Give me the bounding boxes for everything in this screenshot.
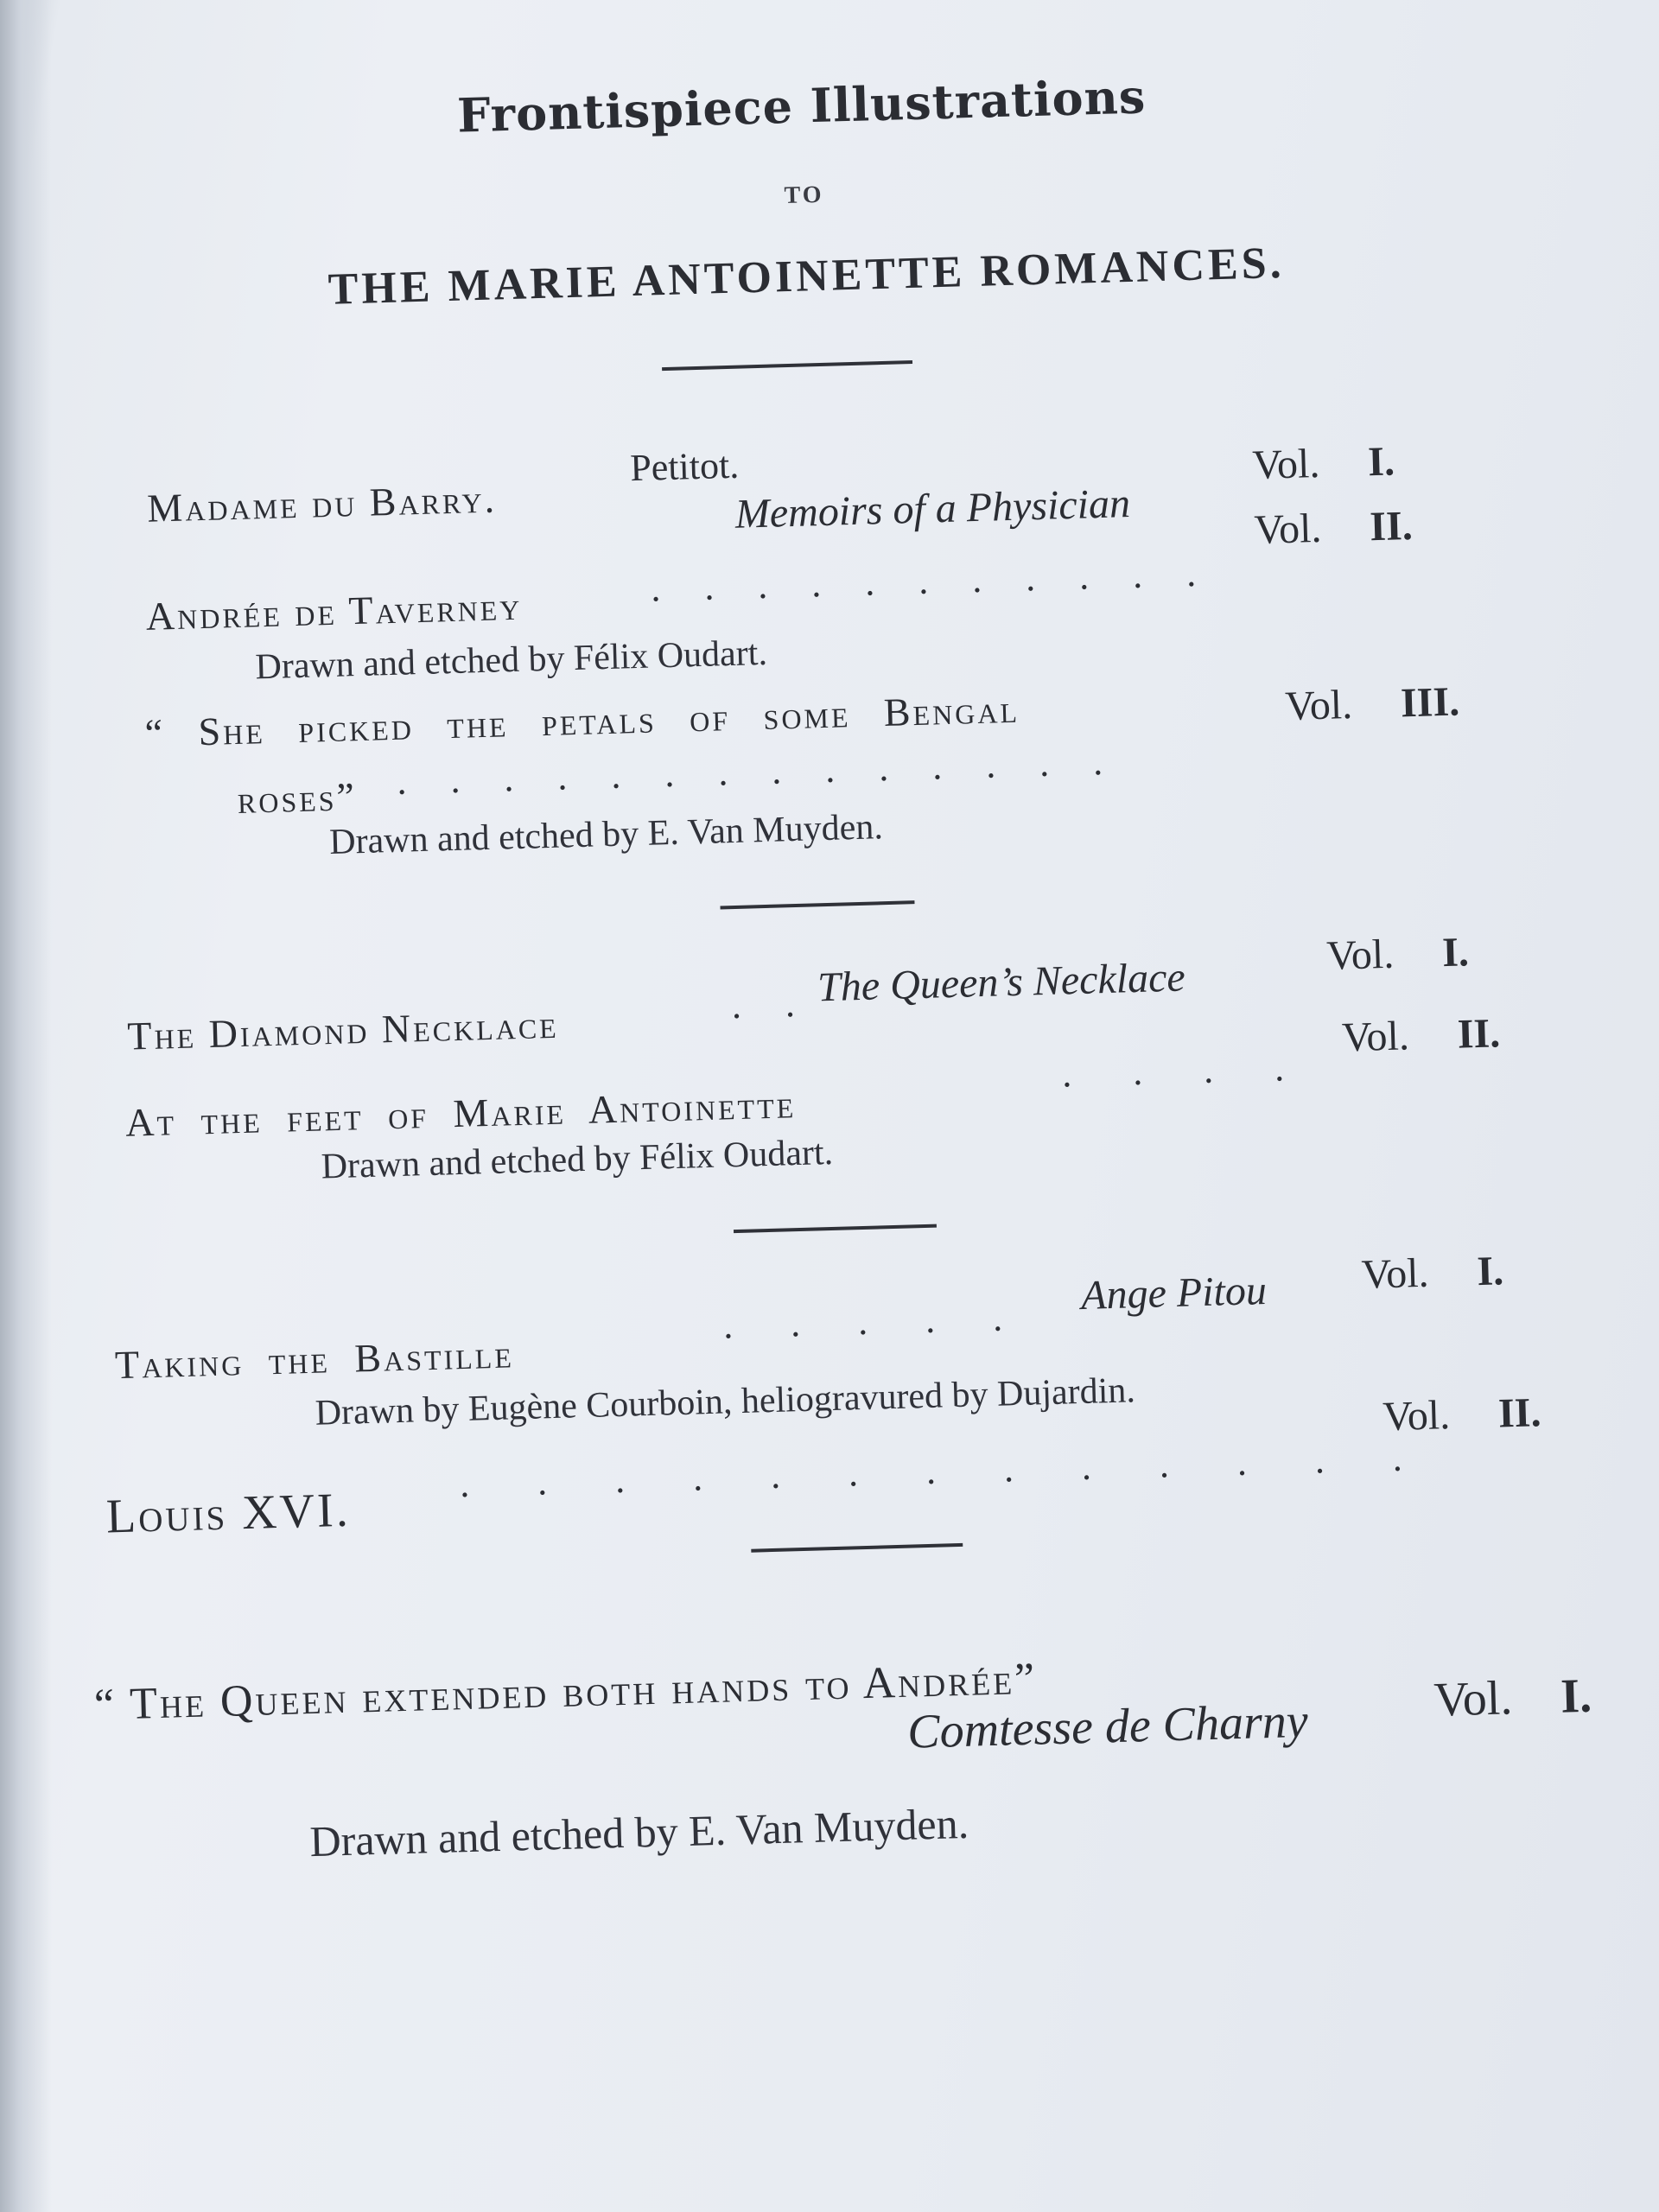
entry-volume (1361, 1247, 1504, 1299)
divider-rule (751, 1543, 963, 1553)
entry-book-title: Ange Pitou (1080, 1267, 1268, 1319)
entry-volume (1252, 437, 1395, 489)
volume-label: Vol. (1284, 681, 1353, 730)
volume-number: II. (1457, 1010, 1501, 1058)
entry-credit: Drawn and etched by E. Van Muyden. (328, 807, 884, 863)
entry-volume (1326, 928, 1470, 980)
divider-rule (662, 360, 912, 371)
volume-label: Vol. (1253, 505, 1323, 554)
entry-volume (1285, 677, 1460, 730)
entry-title: Madame du Barry. (146, 476, 498, 531)
volume-number: I. (1367, 438, 1395, 486)
volume-number: I. (1560, 1669, 1592, 1724)
volume-label: Vol. (1341, 1013, 1410, 1061)
page-title: Frontispiece Illustrations (456, 68, 1147, 143)
leader-dots: . . . . . . . . . . . (650, 551, 1214, 610)
volume-number: I. (1441, 929, 1470, 976)
leader-dots: . . . . . (722, 1295, 1027, 1347)
leader-dots: . . (731, 982, 813, 1027)
volume-label: Vol. (1325, 931, 1395, 979)
volume-number: II. (1497, 1389, 1542, 1437)
volume-number: II. (1369, 502, 1414, 550)
volume-label: Vol. (1360, 1249, 1430, 1298)
entry-title: Taking the Bastille (114, 1332, 515, 1388)
entry-title-continued: roses” (237, 774, 358, 822)
entry-title: “ She picked the petals of some Bengal (143, 686, 1020, 755)
volume-number: III. (1400, 678, 1460, 727)
divider-rule (734, 1224, 937, 1234)
leader-dots: . . . . . . . . . . . . . (459, 1435, 1433, 1506)
entry-volume (1382, 1389, 1542, 1440)
divider-rule (720, 900, 914, 909)
entry-volume (1433, 1669, 1592, 1728)
entry-credit: Drawn and etched by Félix Oudart. (321, 1132, 834, 1187)
entry-book-title: Memoirs of a Physician (734, 480, 1131, 537)
volume-label: Vol. (1433, 1671, 1514, 1727)
entry-credit: Drawn and etched by E. Van Muyden. (308, 1798, 969, 1866)
entry-credit: Drawn by Eugène Courboin, heliogravured by Dujardin. (315, 1370, 1136, 1433)
entry-volume (1341, 1009, 1501, 1061)
page-subtitle: THE MARIE ANTOINETTE ROMANCES. (327, 238, 1286, 315)
volume-label: Vol. (1251, 440, 1321, 489)
volume-label: Vol. (1382, 1392, 1451, 1440)
entry-title: Andrée de Taverney (145, 583, 523, 639)
entry-book-title: The Queen’s Necklace (817, 954, 1186, 1011)
entry-book-title: Comtesse de Charny (906, 1694, 1309, 1759)
entry-title: The Diamond Necklace (126, 1001, 560, 1058)
leader-dots: . . . . (1061, 1046, 1311, 1096)
entry-artist: Petitot. (629, 443, 740, 490)
entry-title-text: Louis XVI. (105, 1483, 352, 1544)
leader-dots: . . . . . . . . . . . . . . (396, 740, 1121, 803)
page-title-connector: TO (784, 181, 824, 210)
entry-title: “ The Queen extended both hands to Andrée” (93, 1654, 1038, 1731)
entry-volume (1254, 502, 1414, 554)
entry-title (105, 1483, 351, 1545)
entry-title: At the feet of Marie Antoinette (124, 1082, 797, 1145)
entry-credit: Drawn and etched by Félix Oudart. (254, 632, 768, 688)
volume-number: I. (1476, 1248, 1504, 1295)
